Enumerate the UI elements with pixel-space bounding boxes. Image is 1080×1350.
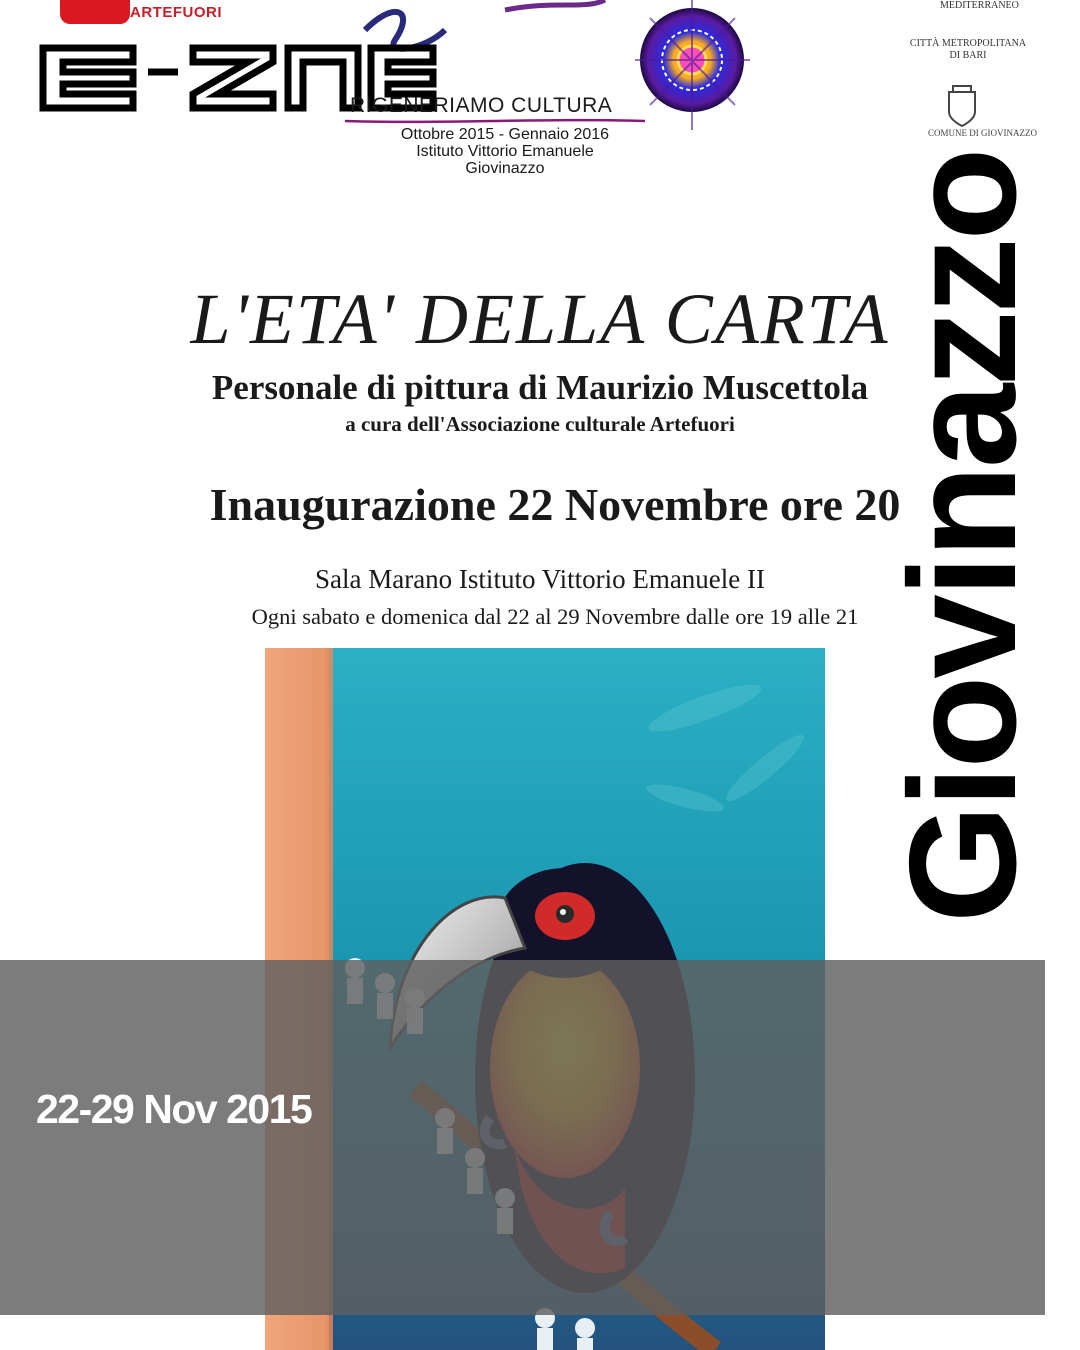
project-city: Giovinazzo — [465, 160, 545, 177]
project-venue: Istituto Vittorio Emanuele — [416, 143, 594, 160]
poster-curator: a cura dell'Associazione culturale Artefuori — [345, 412, 735, 436]
poster-opening: Inaugurazione 22 Novembre ore 20 — [209, 479, 901, 530]
poster-subtitle: Personale di pittura di Maurizio Muscettola — [211, 368, 869, 407]
sponsor-comune: COMUNE DI GIOVINAZZO — [928, 128, 1037, 138]
comune-crest-icon — [945, 82, 979, 128]
sponsor-metro-bari: CITTÀ METROPOLITANA DI BARI — [909, 38, 1027, 61]
poster-title: L'ETA' DELLA CARTA — [190, 279, 890, 359]
project-dates: Ottobre 2015 - Gennaio 2016 — [400, 126, 610, 143]
artefuori-logo-text: ARTEFUORI — [130, 4, 222, 21]
event-city: Giovinazzo — [878, 150, 1048, 923]
project-title: RIGENERIAMO CULTURA — [350, 94, 613, 117]
sponsor-mediterraneo: MEDITERRANEO — [940, 0, 1019, 11]
project-title-underline — [345, 118, 645, 124]
event-date-range: 22-29 Nov 2015 — [36, 1086, 312, 1132]
artefuori-logo-icon — [60, 0, 130, 24]
poster-venue: Sala Marano Istituto Vittorio Emanuele II — [314, 564, 766, 594]
poster-schedule: Ogni sabato e domenica dal 22 al 29 Novembre dalle ore 19 alle 21 — [251, 604, 859, 629]
date-overlay-band — [0, 960, 1045, 1315]
